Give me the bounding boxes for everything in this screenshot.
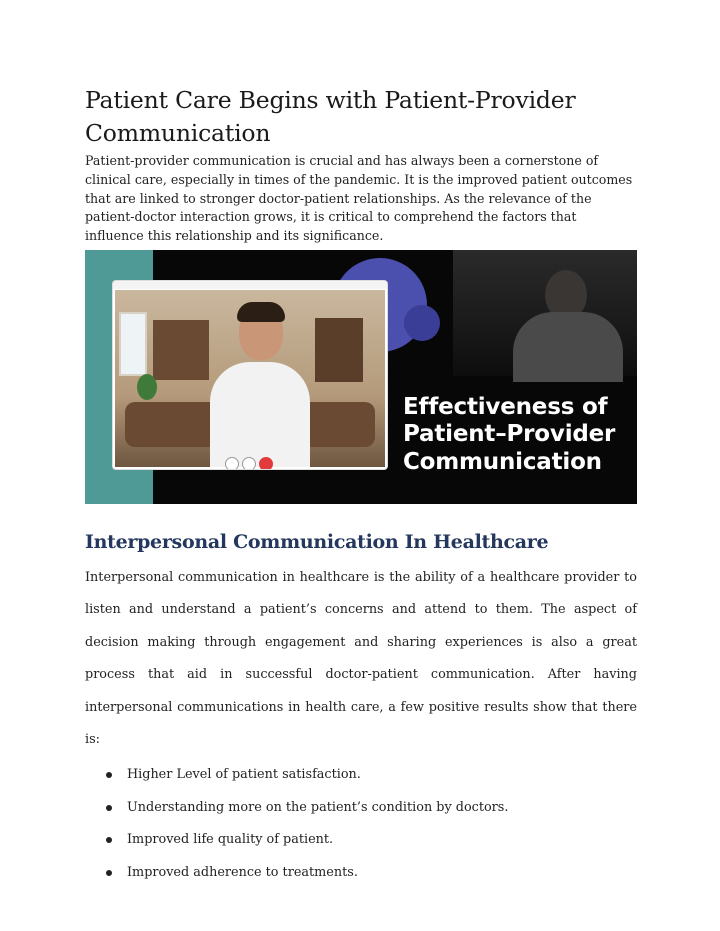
section-paragraph: Interpersonal communication in healthcare is the ability of a healthcare provider to listen and understand a patient’s concerns and attend to them. The aspect of decision making through engagement and sharing experiences is also a great process that aid in successful doctor-patient communication. After having interpersonal communications in health care, a few positive results show that there is: — [85, 569, 637, 748]
mic-icon — [225, 457, 239, 469]
purple-circle-small — [404, 305, 440, 341]
bullet-icon — [106, 772, 112, 778]
background-photo — [453, 250, 637, 376]
banner-image — [85, 250, 637, 504]
bookshelf-right — [315, 318, 363, 382]
plant — [137, 374, 157, 400]
list-item — [85, 824, 637, 857]
doctor-coat — [210, 362, 310, 467]
page-title: Patient Care Begins with Patient-Provider Communication — [85, 86, 576, 147]
banner-line: Communication — [403, 448, 602, 475]
section-heading: Interpersonal Communication In Healthcare — [85, 530, 549, 553]
background-doctor-body — [513, 312, 623, 382]
list-item — [85, 759, 637, 792]
video-window-topbar — [113, 281, 387, 289]
bullet-icon — [106, 837, 112, 843]
list-item-text: Understanding more on the patient’s condition by doctors. — [127, 799, 509, 815]
end-call-icon — [259, 457, 273, 469]
list-item-text: Improved life quality of patient. — [127, 832, 334, 848]
list-item — [85, 857, 637, 890]
list-item-text: Improved adherence to treatments. — [127, 865, 358, 881]
bullet-icon — [106, 805, 112, 811]
list-item — [85, 792, 637, 825]
bookshelf-left — [153, 320, 209, 380]
list-item-text: Higher Level of patient satisfaction. — [127, 766, 361, 782]
camera-icon — [242, 457, 256, 469]
video-feed — [115, 290, 385, 467]
room-window — [119, 312, 147, 376]
banner-heading — [403, 394, 633, 477]
benefits-list — [85, 759, 637, 890]
doctor-hair — [237, 302, 285, 322]
banner-line: Patient–Provider — [403, 421, 616, 448]
call-controls — [225, 456, 285, 469]
document-page — [85, 84, 637, 890]
banner-line: Effectiveness of — [403, 393, 608, 420]
bullet-icon — [106, 870, 112, 876]
intro-paragraph: Patient-provider communication is crucial and has always been a cornerstone of clinical care, especially in times of the pandemic. It is the improved patient outcomes that are linked to stronger doctor-patient relationships. As the relevance of the patient-doctor interaction grows, it is critical to comprehend the factors that influence this relationship and its significance. — [85, 153, 633, 244]
video-call-window — [113, 281, 387, 469]
